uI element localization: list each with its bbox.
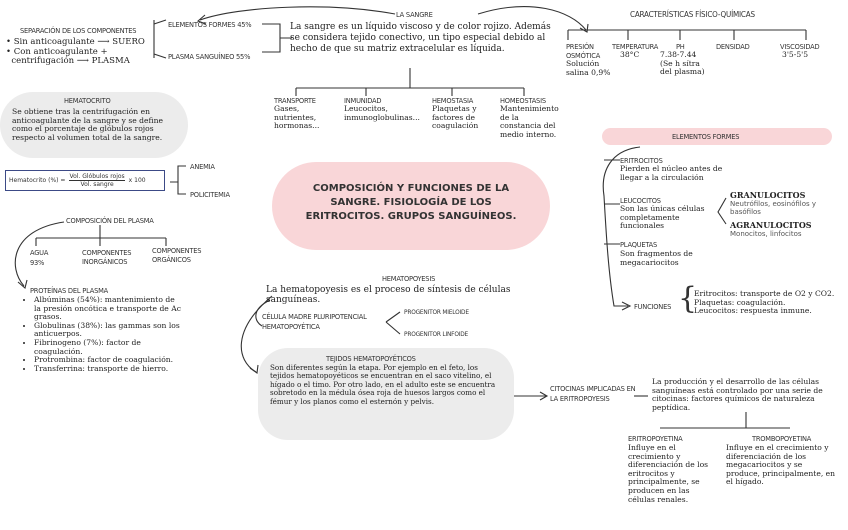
- granulocitos-text: Neutrófilos, eosinófilos y basófilos: [730, 200, 817, 216]
- caract-temperatura: TEMPERATURA 38°C: [612, 42, 659, 59]
- tejidos-title: TEJIDOS HEMATOPOYÉTICOS: [326, 354, 416, 363]
- proteina-item: • Protrombina: factor de coagulación.: [34, 356, 182, 365]
- hematopoyesis-title: HEMATOPOYESIS: [382, 274, 436, 283]
- formula-fraction: Vol. Glóbulos rojos Vol. sangre: [69, 173, 125, 188]
- hematopoyesis-text: La hematopoyesis es el proceso de síntesis de células sanguíneas.: [266, 285, 511, 305]
- caracteristicas-cols: [556, 42, 846, 112]
- proteina-item: • Globulinas (38%): las gammas son los anticuerpos.: [34, 322, 182, 339]
- organicos-label: COMPONENTES ORGÁNICOS: [152, 246, 202, 264]
- hematocrito-formula: Hematocrito (%) = Vol. Glóbulos rojos Vol. sangre x 100: [5, 170, 165, 191]
- citocinas-text: La producción y el desarrollo de las células sanguíneas está controlado por una serie de citocinas: factores químicos de naturaleza peptídica.: [652, 377, 823, 412]
- funciones-label: FUNCIONES: [634, 302, 672, 311]
- hematocrito-title: HEMATOCRITO: [64, 96, 111, 105]
- composicion-plasma-title: COMPOSICIÓN DEL PLASMA: [66, 216, 154, 225]
- progenitor-mieloide: PROGENITOR MIELOIDE: [404, 308, 469, 316]
- anemia-label: ANEMIA: [190, 162, 215, 171]
- plasma-sanguineo-pct: PLASMA SANGUÍNEO 55%: [168, 52, 251, 61]
- elementos-formes-title: ELEMENTOS FORMES: [672, 132, 740, 141]
- funcion-item: Eritrocitos: transporte de O2 y CO2.: [694, 289, 835, 298]
- agranulocitos-text: Monocitos, linfocitos: [730, 230, 802, 238]
- hematocrito-text: Se obtiene tras la centrifugación en anticoagulante de la sangre y se define como el porcentaje de glóbulos rojos respecto al volumen total de la sangre.: [12, 107, 163, 142]
- funciones-list: [694, 290, 844, 316]
- sangre-funciones: [274, 96, 564, 156]
- caracteristicas-title: CARACTERÍSTICAS FÍSICO-QUÍMICAS: [630, 10, 755, 19]
- proteina-item: • Fibrinogeno (7%): factor de coagulación.: [34, 339, 182, 356]
- progenitor-linfoide: PROGENITOR LINFOIDE: [404, 330, 469, 338]
- proteina-item: • Transferrina: transporte de hierro.: [34, 365, 182, 374]
- trombopoyetina-text: Influye en el crecimiento y diferenciación de los megacariocitos y se produce, principalmente, en el hígado.: [726, 443, 836, 487]
- agua-value: 93%: [30, 258, 45, 267]
- elementos-formes-pct: ELEMENTOS FORMES 45%: [168, 20, 252, 29]
- funciones-brace: {: [678, 281, 698, 316]
- policitemia-label: POLICITEMIA: [190, 190, 230, 199]
- separacion-item-2: • Con anticoagulante + centrifugación ⟶ PLASMA: [6, 46, 130, 67]
- caract-ph: PH 7.38-7.44 (Se h sítra del plasma): [660, 42, 705, 77]
- trombopoyetina-title: TROMBOPOYETINA: [752, 434, 812, 443]
- agranulocitos-label: AGRANULOCITOS: [730, 220, 812, 230]
- main-title: COMPOSICIÓN Y FUNCIONES DE LA SANGRE. FISIOLOGÍA DE LOS ERITROCITOS. GRUPOS SANGUÍNEOS.: [305, 183, 517, 222]
- proteinas-list: [22, 296, 182, 373]
- separacion-item-1: • Sin anticoagulante ⟶ SUERO: [6, 37, 145, 47]
- eritrocitos-text: Pierden el núcleo antes de llegar a la circulación: [620, 164, 723, 182]
- citocinas-title: CITOCINAS IMPLICADAS EN LA ERITROPOYESIS: [550, 384, 636, 403]
- eritropoyetina-text: Influye en el crecimiento y diferenciación de los eritrocitos y principalmente, se producen en las células renales.: [628, 443, 709, 504]
- plaquetas-text: Son fragmentos de megacariocitos: [620, 249, 693, 267]
- leucocitos-text: Son las únicas células completamente funcionales: [620, 204, 705, 231]
- celula-madre-label: CÉLULA MADRE PLURIPOTENCIAL HEMATOPOYÉTICA: [262, 312, 367, 331]
- caract-densidad: DENSIDAD: [716, 42, 750, 51]
- eritrocitos-label: ERITROCITOS: [620, 156, 663, 165]
- caract-viscosidad: VISCOSIDAD 3'5-5'5: [780, 42, 820, 59]
- sangre-text: La sangre es un líquido viscoso y de color rojizo. Además se considera tejido conectivo, un tipo especial debido al hecho de que su matriz extracelular es líquida.: [290, 22, 551, 54]
- leucocitos-label: LEUCOCITOS: [620, 196, 661, 205]
- sangre-title: LA SANGRE: [396, 10, 433, 19]
- granulocitos-label: GRANULOCITOS: [730, 190, 806, 200]
- funcion-item: Leucocitos: respuesta inmune.: [694, 306, 812, 316]
- funcion-hemostasia: HEMOSTASIA Plaquetas y factores de coagulación: [432, 96, 479, 131]
- separacion-list: [6, 38, 156, 67]
- proteinas-title: PROTEÍNAS DEL PLASMA: [30, 286, 109, 295]
- proteina-item: • Albúminas (54%): mantenimiento de la presión oncótica e transporte de Ac grasos.: [34, 296, 182, 322]
- plaquetas-label: PLAQUETAS: [620, 240, 658, 249]
- funcion-item: Plaquetas: coagulación.: [694, 297, 786, 307]
- caract-presion: PRESIÓN OSMÓTICA Solución salina 0,9%: [566, 42, 611, 77]
- agua-label: AGUA: [30, 248, 49, 257]
- funcion-homeostasis: HOMEOSTASIS Mantenimiento de la constancia del medio interno.: [500, 96, 559, 139]
- eritropoyetina-title: ERITROPOYETINA: [628, 434, 683, 443]
- tejidos-text: Son diferentes según la etapa. Por ejemplo en el feto, los tejidos hematopoyéticos se encuentran en el saco vitelino, el hígado o el timo. Por otro lado, en el adulto este se encuentra sobretodo en la médula ósea roja de huesos largos como el fémur y los planos como el esternón y pelvis.: [270, 363, 496, 406]
- funcion-transporte: TRANSPORTE Gases, nutrientes, hormonas...: [274, 96, 320, 131]
- separacion-title: SEPARACIÓN DE LOS COMPONENTES: [20, 26, 137, 35]
- funcion-inmunidad: INMUNIDAD Leucocitos, inmunoglobulinas...: [344, 96, 420, 122]
- inorganicos-label: COMPONENTES INORGÁNICOS: [82, 248, 132, 266]
